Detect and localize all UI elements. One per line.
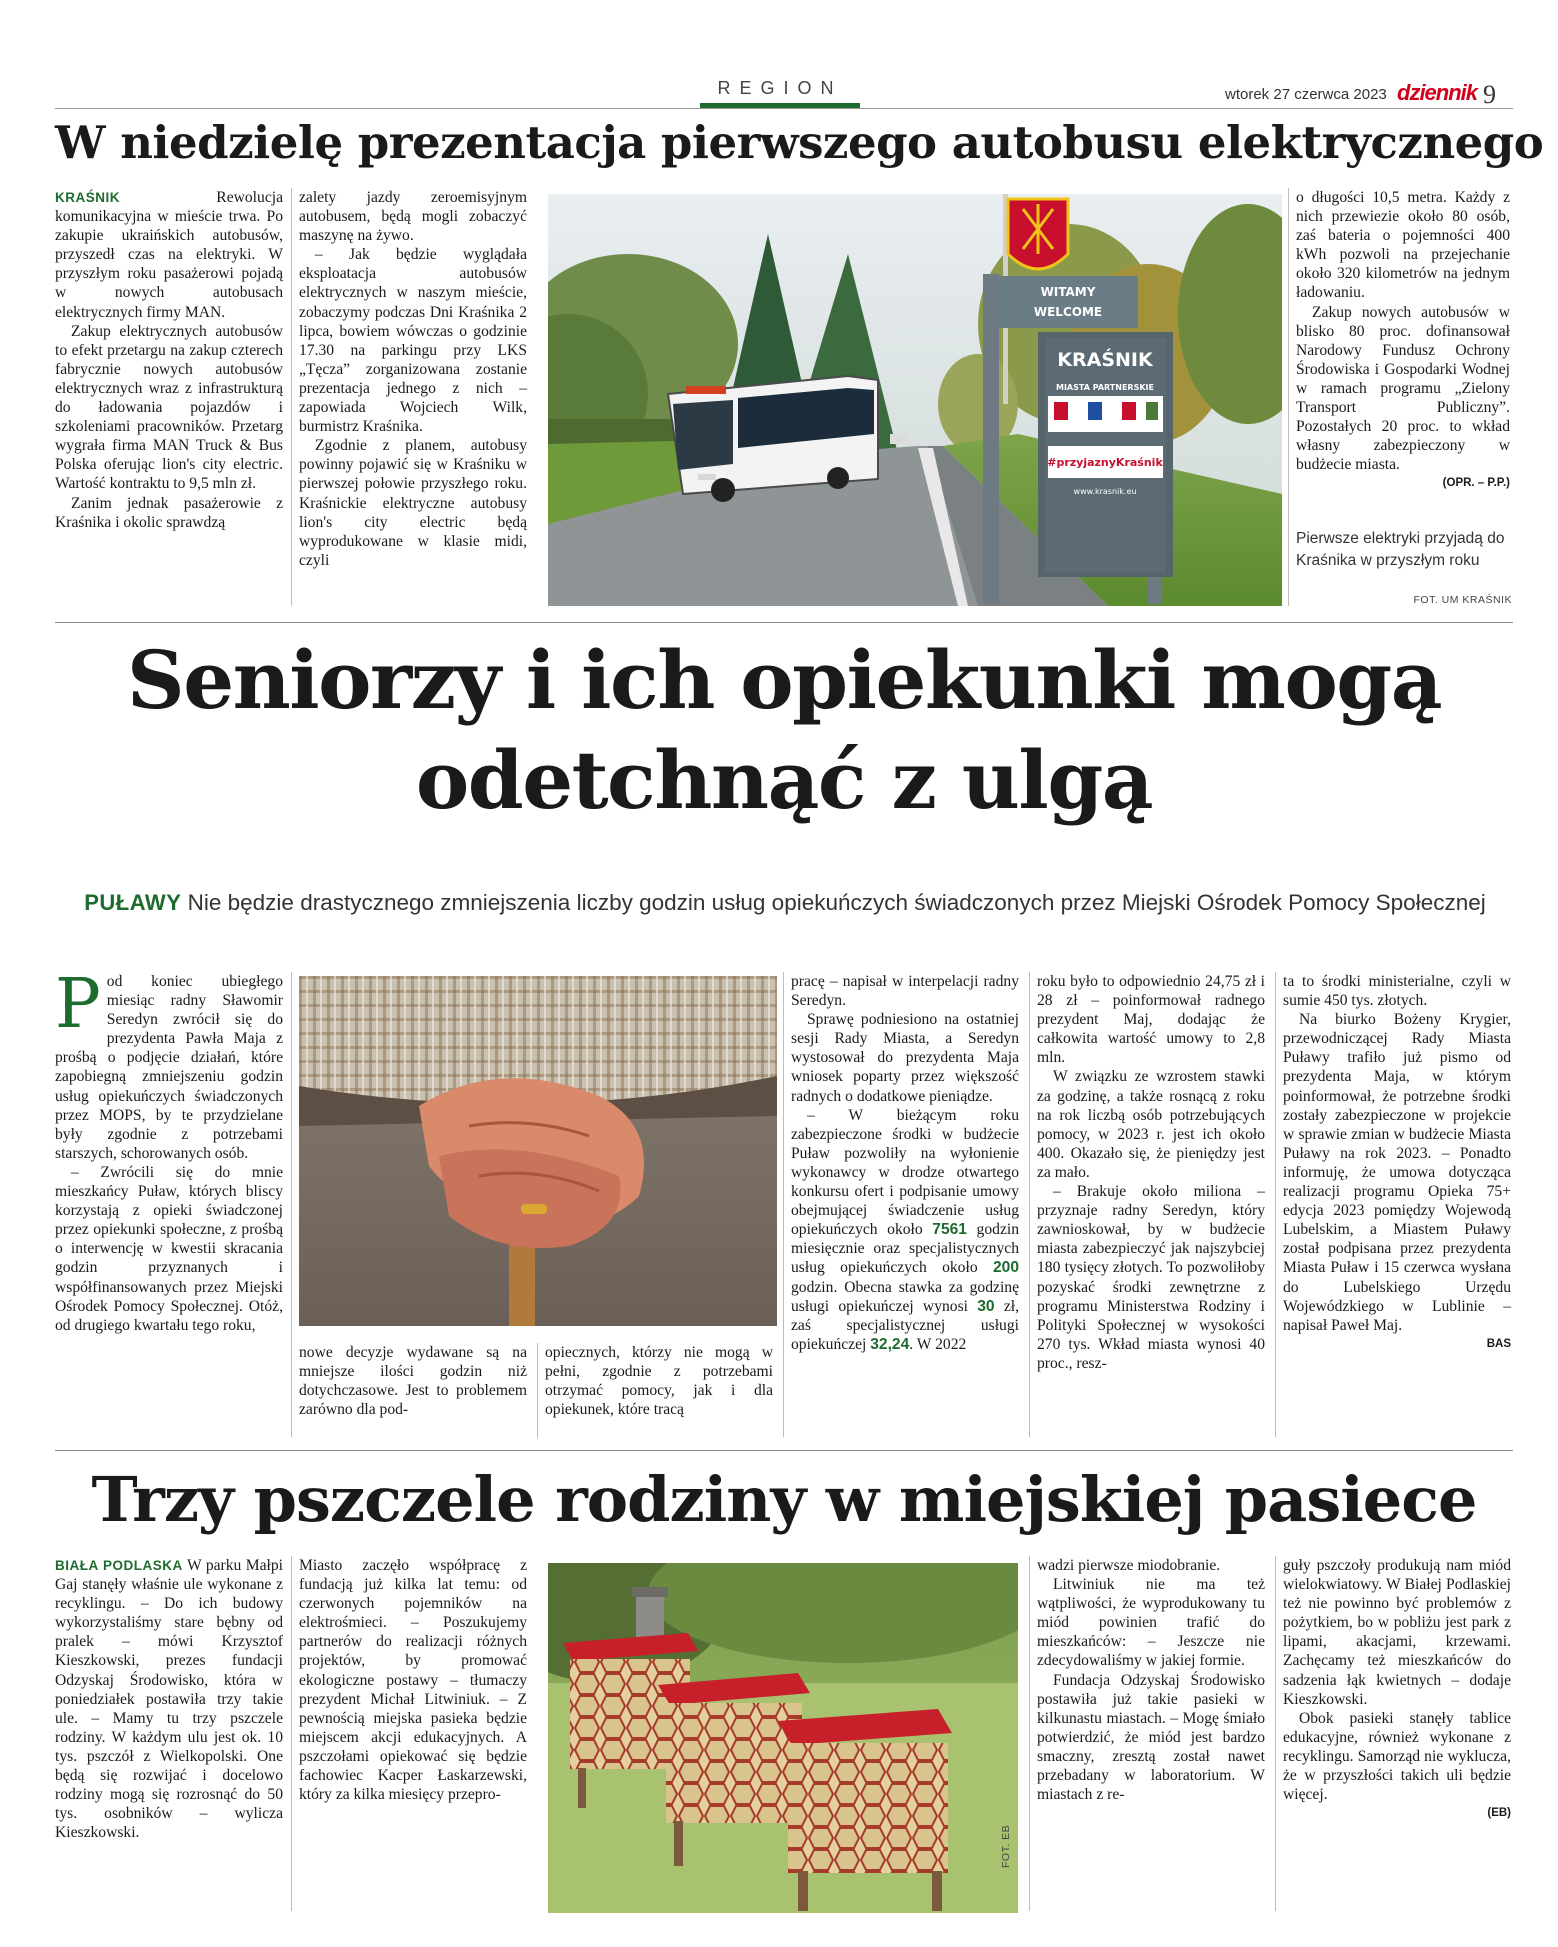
article3-col3 bbox=[1037, 1556, 1265, 1804]
svg-text:KRAŚNIK: KRAŚNIK bbox=[1057, 349, 1153, 371]
article-separator bbox=[55, 622, 1513, 623]
svg-text:WELCOME: WELCOME bbox=[1033, 305, 1103, 319]
special-rate-figure: 32,24 bbox=[870, 1335, 910, 1353]
article2-para: Pod koniec ubiegłego miesiąc radny Sławomir Seredyn zwrócił się do prezydenta Pawła Maja z prośbą o podjęcie działań, które zapobiegną zmniejszeniu godzin usług opiekuńczych świadczonych przez MOPS, by te przydzielane były zgodnie z potrzebami starszych, schorowanych osób. bbox=[55, 965, 283, 1162]
article2-headline bbox=[55, 630, 1513, 830]
header-rule bbox=[55, 108, 1513, 109]
article2-photo bbox=[299, 976, 777, 1326]
article2-col3-bottom bbox=[545, 1343, 773, 1419]
column-divider bbox=[1275, 1556, 1276, 1911]
hands-photo-illustration bbox=[299, 976, 777, 1326]
special-hours-figure: 200 bbox=[992, 1259, 1019, 1277]
article3-location: BIAŁA PODLASKA bbox=[55, 1558, 183, 1573]
svg-text:WITAMY: WITAMY bbox=[1040, 285, 1096, 299]
article2-headline-line2: odetchnąć z ulgą bbox=[415, 733, 1153, 827]
bus-shape bbox=[668, 376, 878, 502]
article2-para: – W bieżącym roku zabezpieczone środki w budżecie Puław pozwoliły na wyłonienie wykonawcy w drodze otwartego konkursu ofert i podpisanie umowy obejmującej świadczenie usług opiekuńczych około 7561 godzin miesięcznie oraz specjalistycznych usług opiekuńczych około 200 godzin. Obecna stawka za godzinę usługi opiekuńczej wynosi 30 zł, zaś specjalistycznej usługi opiekuńczej 32,24. W 2022 bbox=[791, 1106, 1020, 1353]
column-divider bbox=[291, 188, 292, 606]
article1-para: o długości 10,5 metra. Każdy z nich przewiezie około 80 osób, zaś bateria o pojemności 400 kWh pozwoli na przejechanie około 320 kilometrów na jednym ładowaniu. bbox=[1296, 189, 1510, 302]
column-divider bbox=[1029, 972, 1030, 1437]
article3-para: Obok pasieki stanęły tablice edukacyjne, również wykonane z recyklingu. Samorząd nie wyklucza, że w przyszłości takich uli będzie więcej. bbox=[1283, 1709, 1511, 1804]
column-divider bbox=[291, 972, 292, 1437]
article1-para: – Jak będzie wyglądała eksploatacja autobusów elektrycznych w naszym mieście, zobaczymy podczas Dni Kraśnika 2 lipca, bowiem wówczas o godzinie 17.30 na parkingu przy LKS „Tęcza” zorganizowana zostanie prezentacja jednego z nich – zapowiada Wojciech Wilk, burmistrz Kraśnika. bbox=[299, 246, 527, 436]
article3-para: Fundacja Odzyskaj Środowisko postawiła już takie pasieki w kilkunastu miastach. – Mogę śmiało potwierdzić, że miód jest bardzo smaczny, zresztą został nawet przebadany w laboratorium. W miastach z re- bbox=[1037, 1671, 1265, 1804]
article1-para: Zakup nowych autobusów w blisko 80 proc. dofinansował Narodowy Fundusz Ochrony Środowiska i Gospodarki Wodnej w ramach programu „Zielony Transport Publiczny”. Pozostałych 20 proc. to wkład własny zabezpieczony w budżecie miasta. bbox=[1296, 303, 1510, 474]
page-number: 9 bbox=[1483, 80, 1496, 109]
article2-signature: BAS bbox=[1486, 1337, 1511, 1350]
article3-para: Miasto zaczęło współpracę z fundacją już kilka lat temu: od czerwonych pojemników na elektrośmieci. – Poszukujemy partnerów do realizacji różnych projektów, by promować ekologiczne postawy – tłumaczy prezydent Michał Litwiniuk. – Z pewnością miejska pasieka będzie miejscem akcji edukacyjnych. A pszczołami opiekować się będzie fachowiec Kacper Łaskarzewski, który za kilka miesięcy przepro- bbox=[299, 1557, 527, 1804]
article1-photo-caption: Pierwsze elektryki przyjadą do Kraśnika w przyszłym roku bbox=[1296, 530, 1505, 569]
article3-col4 bbox=[1283, 1556, 1511, 1823]
rate-figure: 30 bbox=[977, 1297, 995, 1315]
article1-col2 bbox=[299, 188, 527, 570]
column-divider bbox=[1029, 1556, 1030, 1911]
brand-logo: dziennik bbox=[1397, 80, 1478, 105]
article1-photo bbox=[548, 194, 1282, 606]
article2-para: opiecznych, którzy nie mogą w pełni, zgodnie z potrzebami otrzymać pomocy, jak i dla opiekunek, które tracą bbox=[545, 1344, 773, 1419]
svg-text:www.krasnik.eu: www.krasnik.eu bbox=[1073, 487, 1137, 496]
svg-text:#przyjaznyKraśnik: #przyjaznyKraśnik bbox=[1047, 456, 1163, 469]
column-divider bbox=[1275, 972, 1276, 1437]
column-divider bbox=[537, 1343, 538, 1438]
article3-photo bbox=[548, 1563, 1018, 1913]
article3-para: wadzi pierwsze miodobranie. bbox=[1037, 1557, 1221, 1574]
article1-para: Zakup elektrycznych autobusów to efekt przetargu na zakup czterech fabrycznie nowych autobusów elektrycznych wraz z infrastrukturą do ładowania pojazdów i szkoleniami pracowników. Przetarg wygrała firma MAN Truck & Bus Polska oferując lion's city electric. Wartość kontraktu to 9,5 mln zł. bbox=[55, 322, 283, 493]
article1-location: KRAŚNIK bbox=[55, 190, 121, 205]
beehives-photo-illustration bbox=[548, 1563, 1018, 1913]
article1-signature: (OPR. – P.P.) bbox=[1442, 477, 1510, 490]
article2-subhead: PUŁAWY Nie będzie drastycznego zmniejszenia liczby godzin usług opiekuńczych świadczonych przez Miejski Ośrodek Pomocy Społecznej bbox=[84, 890, 1486, 915]
article3-para: BIAŁA PODLASKA W parku Małpi Gaj stanęły właśnie ule wykonane z recyklingu. – Do ich budowy wykorzystaliśmy stare bębny od pralek – mówi Krzysztof Kieszkowski, prezes fundacji Odzyskaj Środowisko, która w poniedziałek postawiła trzy takie ule. – Mamy tu trzy pszczele rodziny. W każdym ulu jest ok. 10 tys. pszczół z Wielkopolski. One będą się rozwijać i docelowo rodziny mogą się rozrosnąć do 50 tys. osobników – wylicza Kieszkowski. bbox=[55, 1557, 284, 1842]
article2-para: pracę – napisał w interpelacji radny Seredyn. bbox=[791, 973, 1019, 1010]
article2-para: Sprawę podniesiono na ostatniej sesji Rady Miasta, a Seredyn wystosował do prezydenta Maja wniosek poparty przez większość radnych o dodatkowe pieniądze. bbox=[791, 1011, 1019, 1105]
article1-para: Zgodnie z planem, autobusy powinny pojawić się w Kraśniku w pierwszej połowie przyszłego roku. Kraśnickie elektryczne autobusy lion's city electric będą wyprodukowane w klasie midi, czyli bbox=[299, 437, 527, 569]
article3-para: Litwiniuk nie ma też wątpliwości, że wyprodukowany tu miód powinien trafić do mieszkańców: – Jeszcze nie zdecydowaliśmy w jakiej formie. bbox=[1037, 1576, 1265, 1670]
article2-para: ta to środki ministerialne, czyli w sumie 450 tys. złotych. bbox=[1283, 973, 1511, 1010]
article1-para: zalety jazdy zeroemisyjnym autobusem, będą mogli zobaczyć maszynę na żywo. bbox=[299, 189, 527, 245]
article2-para: roku było to odpowiednio 24,75 zł i 28 zł – poinformował radnego prezydent Maj, dodając że całkowita wartość umowy to 2,8 mln. bbox=[1037, 973, 1265, 1067]
article3-headline: Trzy pszczele rodziny w miejskiej pasiece bbox=[91, 1463, 1477, 1536]
article2-location: PUŁAWY bbox=[84, 890, 182, 915]
article3-photo-credit: FOT. EB bbox=[1000, 1824, 1012, 1868]
article2-para: – Brakuje około miliona – przyznaje radny Seredyn, który zawnioskował, by w budżecie miasta zabezpieczyć jak najszybciej 180 tysięcy złotych. To pozwoliłoby pozyskać środki zewnętrzne z programu Ministerstwa Rodziny i Polityki Społecznej w wysokości 270 tys. Wkład miasta wynosi 40 proc., resz- bbox=[1037, 1183, 1265, 1372]
column-divider bbox=[783, 972, 784, 1437]
article2-dropcap: P bbox=[55, 965, 101, 1044]
article2-para: nowe decyzje wydawane są na mniejsze ilości godzin niż dotychczasowe. Jest to problemem zarówno dla pod- bbox=[299, 1344, 527, 1419]
article3-signature: (EB) bbox=[1487, 1807, 1511, 1820]
article1-col3 bbox=[1296, 188, 1510, 494]
article1-para: Zanim jednak pasażerowie z Kraśnika i okolic sprawdzą bbox=[55, 494, 283, 531]
article2-para: W związku ze wzrostem stawki za godzinę, a także rosnącą z roku na rok liczbą osób potrzebujących pomocy, w 2023 r. jest ich około 400. Okazało się, że pieniędzy jest za mało. bbox=[1037, 1068, 1265, 1181]
article3-col2 bbox=[299, 1556, 527, 1804]
article1-col1 bbox=[55, 188, 283, 532]
article2-col6 bbox=[1283, 972, 1511, 1354]
article2-col4 bbox=[791, 972, 1019, 1354]
article2-headline-line1: Seniorzy i ich opiekunki mogą bbox=[126, 633, 1442, 727]
section-label: REGION bbox=[717, 78, 843, 98]
article-separator bbox=[55, 1450, 1513, 1451]
article1-headline: W niedzielę prezentacja pierwszego autobusu elektrycznego bbox=[55, 116, 1544, 169]
column-divider bbox=[291, 1556, 292, 1911]
issue-date: wtorek 27 czerwca 2023 bbox=[1225, 86, 1387, 103]
article3-para: guły pszczoły produkują nam miód wielokwiatowy. W Białej Podlaskiej też nie powinno być problemów z pożytkiem, bo w pobliżu jest park z lipami, akacjami, krzewami. Zachęcamy też mieszkańców do sadzenia łąk kwietnych – dodaje Kieszkowski. bbox=[1283, 1557, 1511, 1708]
svg-text:MIASTA PARTNERSKIE: MIASTA PARTNERSKIE bbox=[1055, 383, 1155, 392]
hours-figure: 7561 bbox=[932, 1221, 967, 1239]
article1-para: KRAŚNIK Rewolucja komunikacyjna w mieście trwa. Po zakupie ukraińskich autobusów, przyszedł czas na elektryki. W przyszłym roku pasażerowi pojadą w nowych autobusach elektrycznych firmy MAN. bbox=[55, 189, 283, 321]
article1-photo-credit: FOT. UM KRAŚNIK bbox=[1413, 594, 1512, 606]
column-divider bbox=[1288, 188, 1289, 606]
article3-col1 bbox=[55, 1556, 283, 1842]
article2-para: Na biurko Bożeny Krygier, przewodniczącej Rady Miasta Puławy trafiło już pismo od prezydenta Maja, w którym poinformował, że potrzebne środki zostały zabezpieczone w projekcie w sprawie zmian w budżecie Miasta Puławy na rok 2023. – Ponadto informuję, że umowa dotycząca realizacji programu Opieka 75+ edycja 2023 pomiędzy Wojewodą Lubelskim, a Miastem Puławy został podpisana przez prezydenta Miasta Puław i 15 czerwca wysłana do Lubelskiego Urzędu Wojewódzkiego w Lublinie – napisał Paweł Maj. bbox=[1283, 1011, 1511, 1334]
bus-photo-illustration bbox=[548, 194, 1282, 606]
article2-col2-bottom bbox=[299, 1343, 527, 1419]
article2-col1 bbox=[55, 965, 283, 1335]
article2-para: – Zwrócili się do mnie mieszkańcy Puław, których bliscy korzystają z opieki świadczonej przez opiekunki społeczne, z prośbą o interwencję w kwestii skracania godzin przyznanych i współfinansowanych przez Miejski Ośrodek Pomocy Społecznej. Otóż, od drugiego kwartału tego roku, bbox=[55, 1163, 283, 1334]
page-header bbox=[0, 0, 1558, 115]
coat-of-arms bbox=[1008, 199, 1068, 269]
article2-col5 bbox=[1037, 972, 1265, 1373]
